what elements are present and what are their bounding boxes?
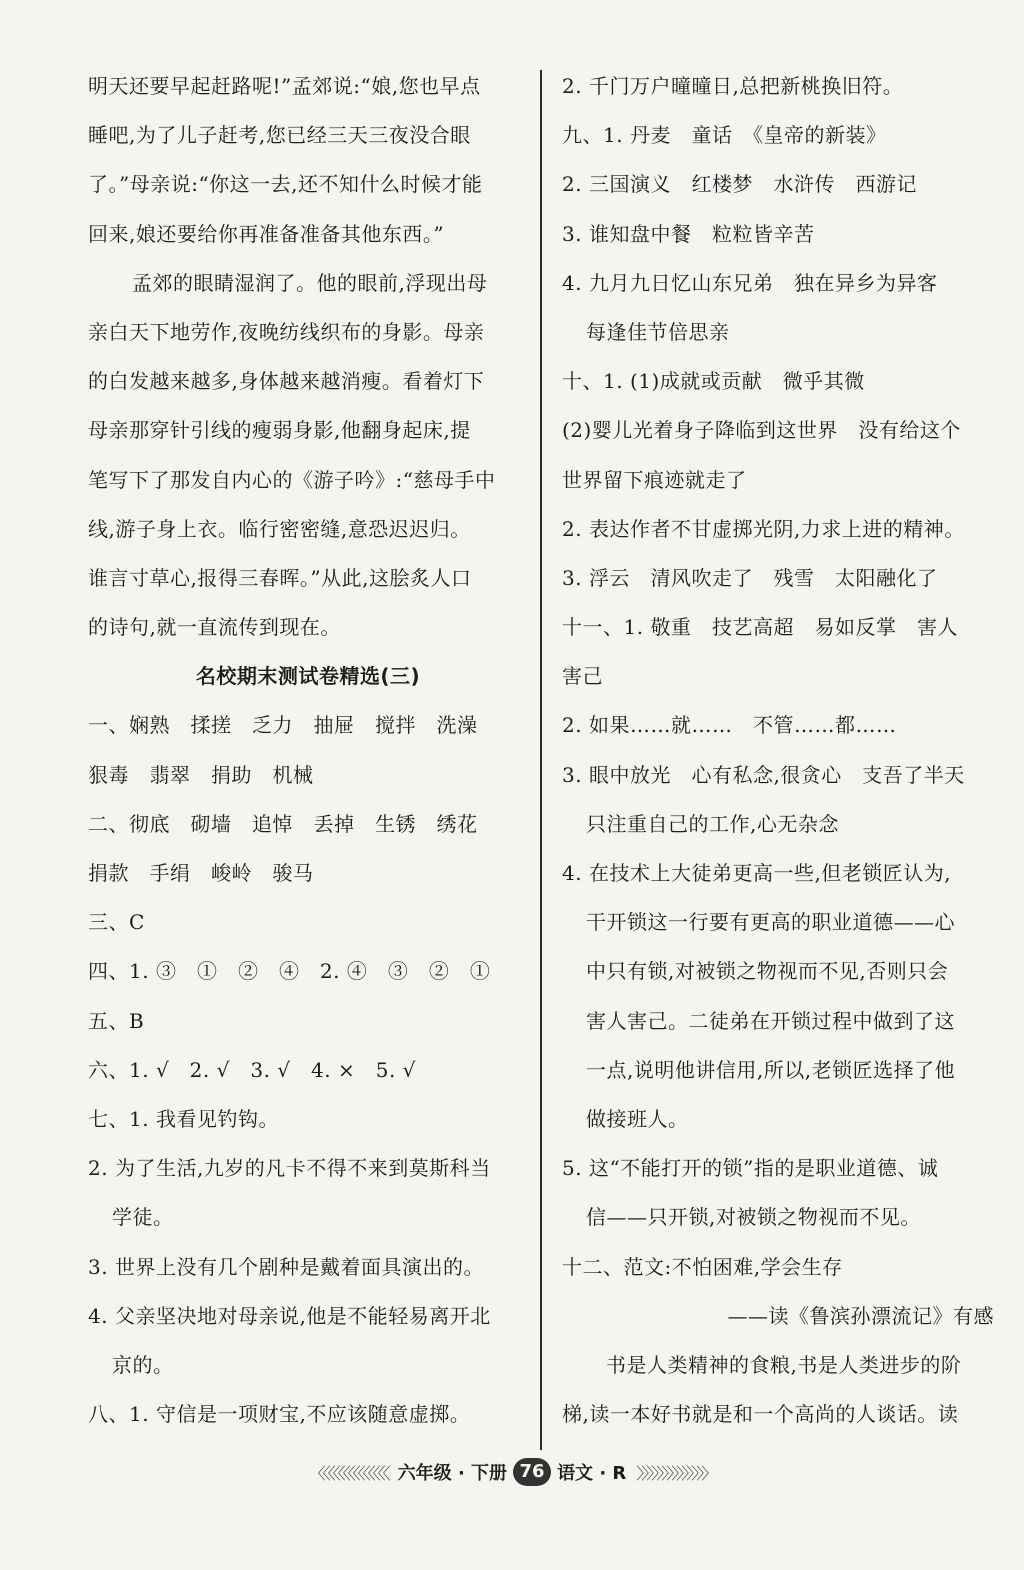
right-text-line: 5. 这“不能打开的锁”指的是职业道德、诚	[562, 1156, 939, 1181]
left-text-line: 孟郊的眼睛湿润了。他的眼前,浮现出母	[132, 270, 488, 295]
right-text-line: 4. 在技术上大徒弟更高一些,但老锁匠认为,	[562, 861, 952, 885]
right-text-line: 中只有锁,对被锁之物视而不见,否则只会	[586, 959, 949, 984]
left-text-line: 京的。	[112, 1352, 174, 1377]
left-text-line: 3. 世界上没有几个剧种是戴着面具演出的。	[88, 1254, 484, 1279]
page-footer	[0, 1452, 1024, 1492]
section-heading: 名校期末测试卷精选(三)	[195, 664, 421, 689]
right-text-line: 4. 九月九日忆山东兄弟 独在异乡为异客	[562, 270, 938, 295]
right-text-line: 害己	[562, 664, 603, 689]
right-text-line: 每逢佳节倍思亲	[586, 319, 730, 344]
right-text-line: 2. 千门万户曈曈日,总把新桃换旧符。	[562, 74, 904, 98]
left-text-line: 亲白天下地劳作,夜晚纺线织布的身影。母亲	[88, 319, 485, 344]
right-text-line: 梯,读一本好书就是和一个高尚的人谈话。读	[562, 1402, 959, 1427]
left-text-line: 二、彻底 砌墙 追悼 丢掉 生锈 绣花	[88, 811, 478, 836]
left-text-line: 的白发越来越多,身体越来越消瘦。看着灯下	[88, 369, 485, 394]
right-text-line: 做接班人。	[586, 1106, 689, 1131]
right-text-line: 害人害己。二徒弟在开锁过程中做到了这	[586, 1008, 955, 1033]
right-text-line: 只注重自己的工作,心无杂念	[586, 811, 839, 836]
column-divider	[540, 70, 542, 1450]
right-text-line: 信——只开锁,对被锁之物视而不见。	[586, 1205, 921, 1230]
left-text-line: 捐款 手绢 峻岭 骏马	[88, 861, 314, 885]
left-text-line: 学徒。	[112, 1205, 174, 1230]
right-text-line: 九、1. 丹麦 童话 《皇帝的新装》	[562, 123, 887, 148]
footer-chevrons-left: 〈〈〈〈〈〈〈〈〈〈〈〈〈〈	[309, 1463, 388, 1483]
left-text-line: 六、1. √ 2. √ 3. √ 4. × 5. √	[88, 1057, 416, 1082]
right-text-line: 干开锁这一行要有更高的职业道德——心	[586, 910, 955, 935]
right-text-line: (2)婴儿光着身子降临到这世界 没有给这个	[562, 418, 961, 443]
left-text-line: 狠毒 翡翠 捐助 机械	[88, 762, 314, 787]
left-text-line: 睡吧,为了儿子赶考,您已经三天三夜没合眼	[88, 123, 471, 148]
right-text-line: 十二、范文:不怕困难,学会生存	[562, 1254, 843, 1279]
left-text-line: 七、1. 我看见钓钩。	[88, 1106, 279, 1131]
left-text-line: 一、娴熟 揉搓 乏力 抽屉 搅拌 洗澡	[88, 713, 478, 738]
right-text-line: ——读《鲁滨孙漂流记》有感	[727, 1303, 994, 1328]
footer-subject: 语文 · R	[557, 1463, 627, 1484]
left-text-line: 五、B	[88, 1008, 145, 1033]
right-text-line: 3. 浮云 清风吹走了 残雪 太阳融化了	[562, 565, 938, 590]
right-text-line: 一点,说明他讲信用,所以,老锁匠选择了他	[586, 1057, 956, 1082]
left-text-line: 八、1. 守信是一项财宝,不应该随意虚掷。	[88, 1402, 471, 1427]
left-text-line: 的诗句,就一直流传到现在。	[88, 615, 341, 640]
right-text-line: 十、1. (1)成就或贡献 微乎其微	[562, 369, 865, 394]
footer-grade: 六年级 · 下册	[397, 1463, 508, 1484]
left-text-line: 回来,娘还要给你再准备准备其他东西。”	[88, 221, 445, 246]
footer-chevrons-right: 〉〉〉〉〉〉〉〉〉〉〉〉〉〉	[636, 1463, 715, 1483]
left-text-line: 笔写下了那发自内心的《游子吟》:“慈母手中	[88, 467, 496, 492]
left-text-line: 2. 为了生活,九岁的凡卡不得不来到莫斯科当	[88, 1156, 491, 1181]
right-text-line: 2. 如果……就…… 不管……都……	[562, 713, 897, 738]
right-text-line: 书是人类精神的食粮,书是人类进步的阶	[606, 1352, 962, 1377]
left-column	[88, 62, 528, 1439]
left-text-line: 谁言寸草心,报得三春晖。”从此,这脍炙人口	[88, 565, 472, 590]
left-text-line: 4. 父亲坚决地对母亲说,他是不能轻易离开北	[88, 1303, 491, 1328]
right-text-line: 世界留下痕迹就走了	[562, 467, 747, 492]
right-text-line: 3. 眼中放光 心有私念,很贪心 支吾了半天	[562, 762, 965, 787]
left-text-line: 三、C	[88, 910, 145, 935]
left-text-line: 明天还要早起赶路呢!”孟郊说:“娘,您也早点	[88, 74, 481, 98]
left-text-line: 母亲那穿针引线的瘦弱身影,他翻身起床,提	[88, 418, 471, 443]
right-text-line: 3. 谁知盘中餐 粒粒皆辛苦	[562, 221, 815, 246]
right-text-line: 2. 表达作者不甘虚掷光阴,力求上进的精神。	[562, 516, 965, 541]
right-text-line: 十一、1. 敬重 技艺高超 易如反掌 害人	[562, 615, 958, 640]
left-text-line: 线,游子身上衣。临行密密缝,意恐迟迟归。	[88, 516, 471, 541]
left-text-line: 了。”母亲说:“你这一去,还不知什么时候才能	[88, 172, 483, 197]
right-column	[562, 62, 994, 1439]
right-text-line: 2. 三国演义 红楼梦 水浒传 西游记	[562, 172, 917, 197]
page-number: 76	[513, 1458, 551, 1486]
left-text-line: 四、1. ③ ① ② ④ 2. ④ ③ ② ①	[88, 959, 491, 984]
